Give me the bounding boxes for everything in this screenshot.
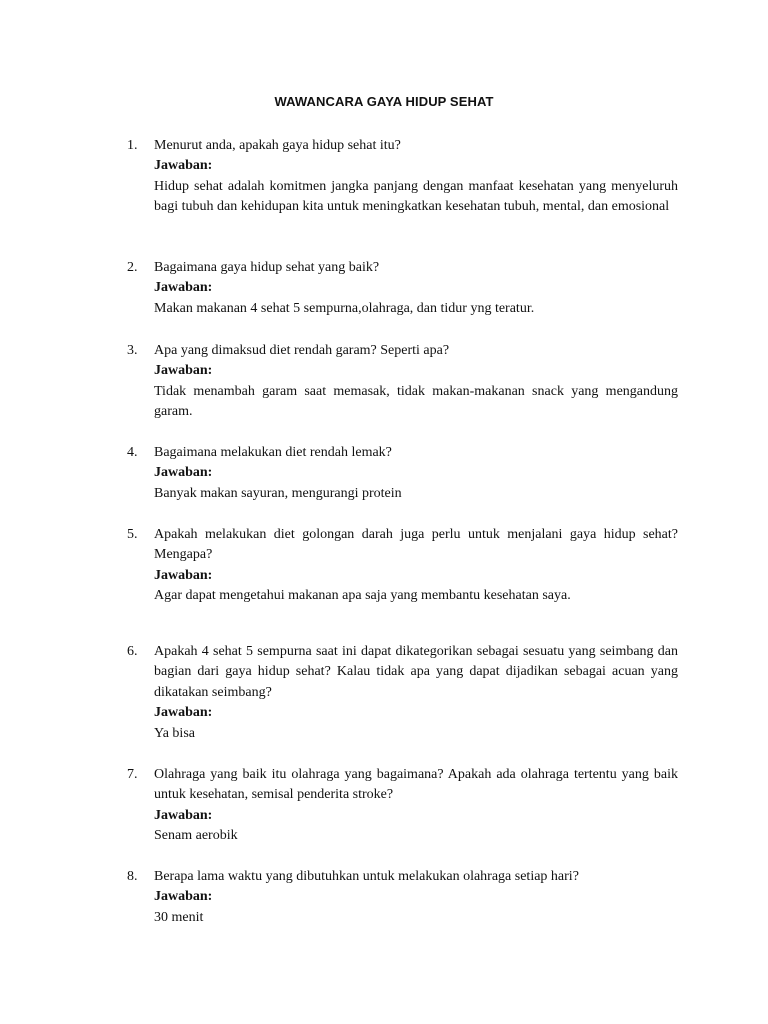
question-text: Berapa lama waktu yang dibutuhkan untuk melakukan olahraga setiap hari? [154,869,579,884]
item-body [154,867,678,928]
answer-text: Hidup sehat adalah komitmen jangka panjang dengan manfaat kesehatan yang menyeluruh bagi tubuh dan kehidupan kita untuk meningkatkan kesehatan tubuh, mental, dan emosional [154,178,678,215]
item-body [154,258,678,319]
answer-label: Jawaban: [154,280,213,296]
answer-text: Senam aerobik [154,828,238,844]
question-text: Apakah 4 sehat 5 sempurna saat ini dapat dikategorikan sebagai sesuatu yang seimbang dan bagian dari gaya hidup sehat? Kalau tidak apa yang dapat dijadikan sebagai acuan yang dikatakan seimbang? [154,644,678,700]
answer-label: Jawaban: [154,889,213,905]
qa-item-8 [127,867,678,928]
item-number: 6. [127,644,138,659]
answer-label: Jawaban: [154,705,213,721]
item-body [154,765,678,847]
question-text: Apa yang dimaksud diet rendah garam? Seperti apa? [154,343,450,358]
answer-text: Makan makanan 4 sehat 5 sempurna,olahraga, dan tidur yng teratur. [154,300,535,316]
document-title: WAWANCARA GAYA HIDUP SEHAT [274,94,494,109]
qa-item-3 [127,341,678,423]
answer-label: Jawaban: [154,807,213,823]
item-body [154,642,678,744]
question-text: Bagaimana gaya hidup sehat yang baik? [154,260,380,275]
item-number: 2. [127,260,138,275]
item-number: 8. [127,869,138,884]
item-body [154,443,678,504]
question-text: Bagaimana melakukan diet rendah lemak? [154,445,392,460]
qa-item-2 [127,258,678,319]
answer-label: Jawaban: [154,158,213,174]
item-number: 7. [127,767,138,782]
question-text: Olahraga yang baik itu olahraga yang bagaimana? Apakah ada olahraga tertentu yang baik untuk kesehatan, semisal penderita stroke? [154,767,678,803]
question-text: Menurut anda, apakah gaya hidup sehat itu? [154,138,401,153]
item-number: 3. [127,343,138,358]
item-number: 4. [127,445,138,460]
answer-label: Jawaban: [154,363,213,379]
qa-item-4 [127,443,678,504]
answer-label: Jawaban: [154,567,213,583]
answer-text: Banyak makan sayuran, mengurangi protein [154,485,402,501]
item-number: 1. [127,138,138,153]
item-body [154,136,678,218]
answer-label: Jawaban: [154,465,213,481]
item-body [154,341,678,423]
item-number: 5. [127,527,138,542]
qa-item-6 [127,642,678,744]
answer-text: Ya bisa [154,725,195,741]
item-body [154,525,678,607]
question-text: Apakah melakukan diet golongan darah juga perlu untuk menjalani gaya hidup sehat? Mengapa? [154,527,678,563]
qa-item-1 [127,136,678,218]
qa-item-7 [127,765,678,847]
answer-text: Agar dapat mengetahui makanan apa saja yang membantu kesehatan saya. [154,588,571,604]
qa-item-5 [127,525,678,607]
answer-text: Tidak menambah garam saat memasak, tidak makan-makanan snack yang mengandung garam. [154,383,678,420]
answer-text: 30 menit [154,909,204,925]
